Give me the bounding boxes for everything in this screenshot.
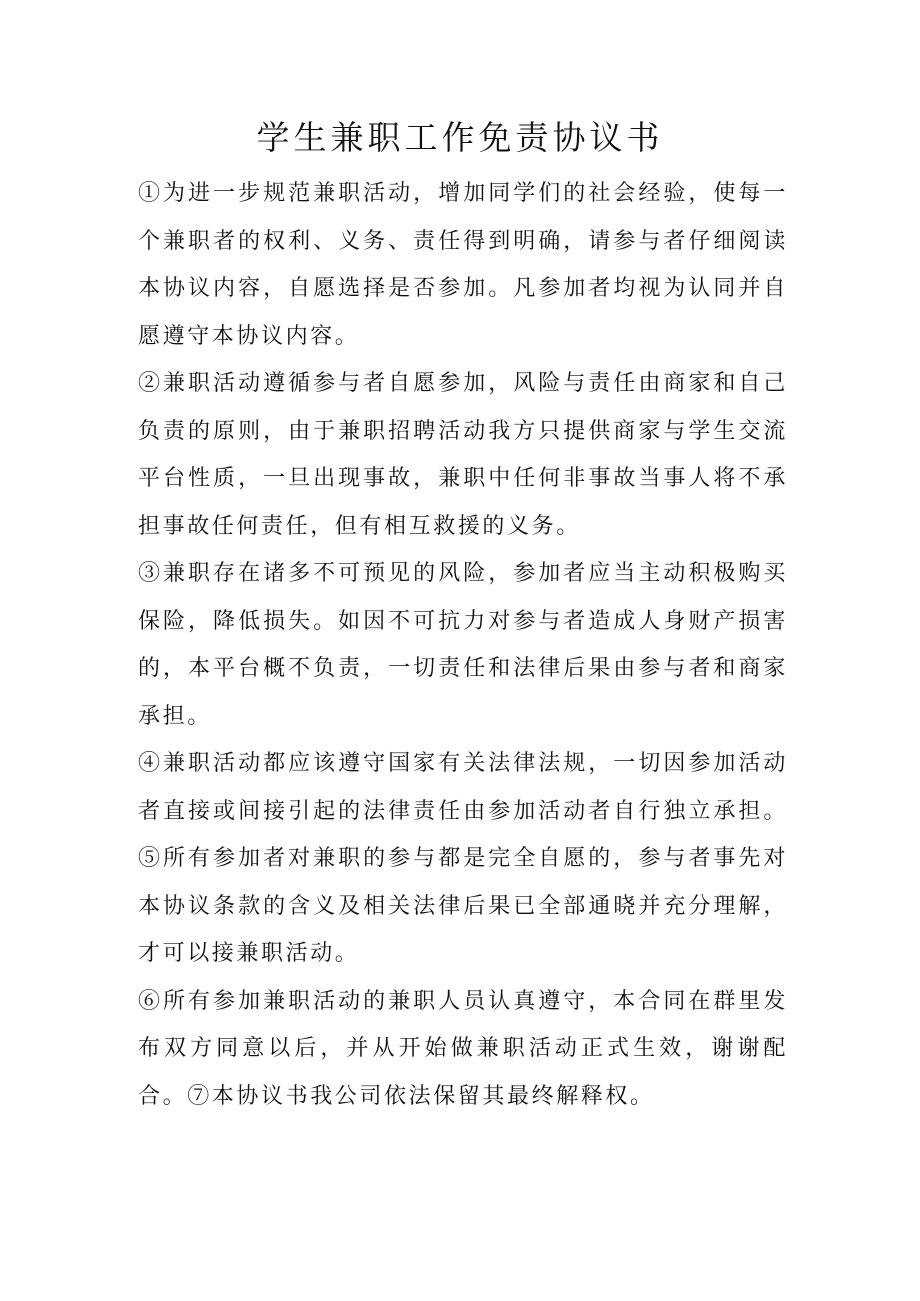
document-title: 学生兼职工作免责协议书 bbox=[256, 118, 664, 157]
clause-6-7-paragraph: ⑥所有参加兼职活动的兼职人员认真遵守，本合同在群里发布双方同意以后，并从开始做兼职活动正式生效，谢谢配合。⑦本协议书我公司依法保留其最终解释权。 bbox=[138, 988, 788, 1109]
document-body bbox=[138, 170, 788, 1120]
clause-2-paragraph: ②兼职活动遵循参与者自愿参加，风险与责任由商家和自己负责的原则，由于兼职招聘活动我方只提供商家与学生交流平台性质，一旦出现事故，兼职中任何非事故当事人将不承担事故任何责任，但有相互救援的义务。 bbox=[138, 371, 788, 539]
clause-1-paragraph: ①为进一步规范兼职活动，增加同学们的社会经验，使每一个兼职者的权利、义务、责任得到明确，请参与者仔细阅读本协议内容，自愿选择是否参加。凡参加者均视为认同并自愿遵守本协议内容。 bbox=[138, 181, 788, 349]
clause-4-5-paragraph: ④兼职活动都应该遵守国家有关法律法规，一切因参加活动者直接或间接引起的法律责任由参加活动者自行独立承担。⑤所有参加者对兼职的参与都是完全自愿的，参与者事先对本协议条款的含义及相关法律后果已全部通晓并充分理解，才可以接兼职活动。 bbox=[138, 751, 788, 966]
clause-3-paragraph: ③兼职存在诸多不可预见的风险，参加者应当主动积极购买保险，降低损失。如因不可抗力对参与者造成人身财产损害的，本平台概不负责，一切责任和法律后果由参与者和商家承担。 bbox=[138, 561, 788, 729]
